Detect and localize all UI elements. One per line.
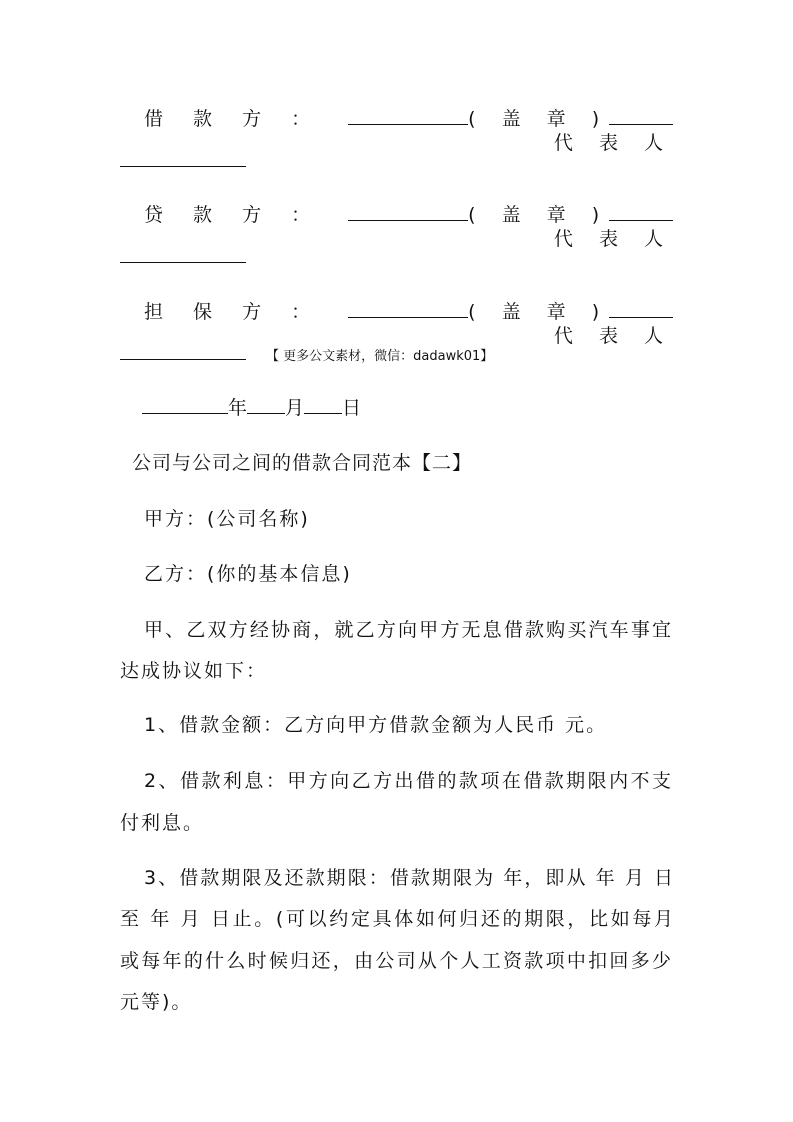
guarantor-seal: ( 盖 章 ) bbox=[468, 301, 610, 323]
borrower-rep-blank-line bbox=[120, 148, 673, 173]
guarantor-rep-blank-line bbox=[120, 341, 673, 369]
borrower-seal: ( 盖 章 ) bbox=[468, 108, 610, 130]
year-label: 年 bbox=[228, 397, 248, 419]
lender-rep-label: 代 表 人 bbox=[553, 228, 673, 250]
clause-1: 1、借款金额：乙方向甲方借款金额为人民币 元。 bbox=[144, 714, 608, 736]
lender-seal-blank bbox=[609, 202, 673, 221]
month-blank bbox=[247, 395, 285, 414]
lender-blank bbox=[348, 202, 468, 221]
promo-note: 【 更多公文素材，微信：dadawk01】 bbox=[266, 349, 494, 364]
clause-2-line-1: 2、借款利息：甲方向乙方出借的款项在借款期限内不支 bbox=[144, 770, 673, 792]
clause-3-line-3: 或每年的什么时候归还，由公司从个人工资款项中扣回多少 bbox=[120, 950, 673, 972]
borrower-blank bbox=[348, 106, 468, 125]
clause-3-line-1: 3、借款期限及还款期限：借款期限为 年，即从 年 月 日 bbox=[144, 867, 673, 889]
lender-label: 贷 款 方 ： bbox=[144, 204, 323, 226]
day-label: 日 bbox=[342, 397, 362, 419]
date-line bbox=[120, 395, 673, 420]
intro-line-2: 达成协议如下： bbox=[120, 660, 268, 682]
clause-2-line-2: 付利息。 bbox=[120, 812, 205, 834]
guarantor-rep-blank bbox=[120, 341, 246, 360]
guarantor-blank bbox=[348, 299, 468, 318]
clause-3-line-2: 至 年 月 日止。(可以约定具体如何归还的期限，比如每月 bbox=[120, 908, 673, 930]
borrower-rep-blank bbox=[120, 148, 246, 167]
guarantor-rep-label: 代 表 人 bbox=[553, 325, 673, 347]
day-blank bbox=[304, 395, 342, 414]
lender-rep-blank bbox=[120, 244, 246, 263]
borrower-seal-blank bbox=[609, 106, 673, 125]
guarantor-label: 担 保 方 ： bbox=[144, 301, 323, 323]
contract-title: 公司与公司之间的借款合同范本【二】 bbox=[132, 452, 473, 474]
month-label: 月 bbox=[285, 397, 305, 419]
lender-rep-blank-line bbox=[120, 244, 673, 269]
intro-line-1: 甲、乙双方经协商，就乙方向甲方无息借款购买汽车事宜 bbox=[144, 619, 673, 641]
lender-seal: ( 盖 章 ) bbox=[468, 204, 610, 226]
borrower-label: 借 款 方 ： bbox=[144, 108, 323, 130]
party-b: 乙方：(你的基本信息) bbox=[144, 563, 352, 585]
year-blank bbox=[142, 395, 228, 414]
guarantor-seal-blank bbox=[609, 299, 673, 318]
party-a: 甲方：(公司名称) bbox=[144, 508, 310, 530]
clause-3-line-4: 元等)。 bbox=[120, 991, 193, 1013]
borrower-rep-label: 代 表 人 bbox=[553, 132, 673, 154]
